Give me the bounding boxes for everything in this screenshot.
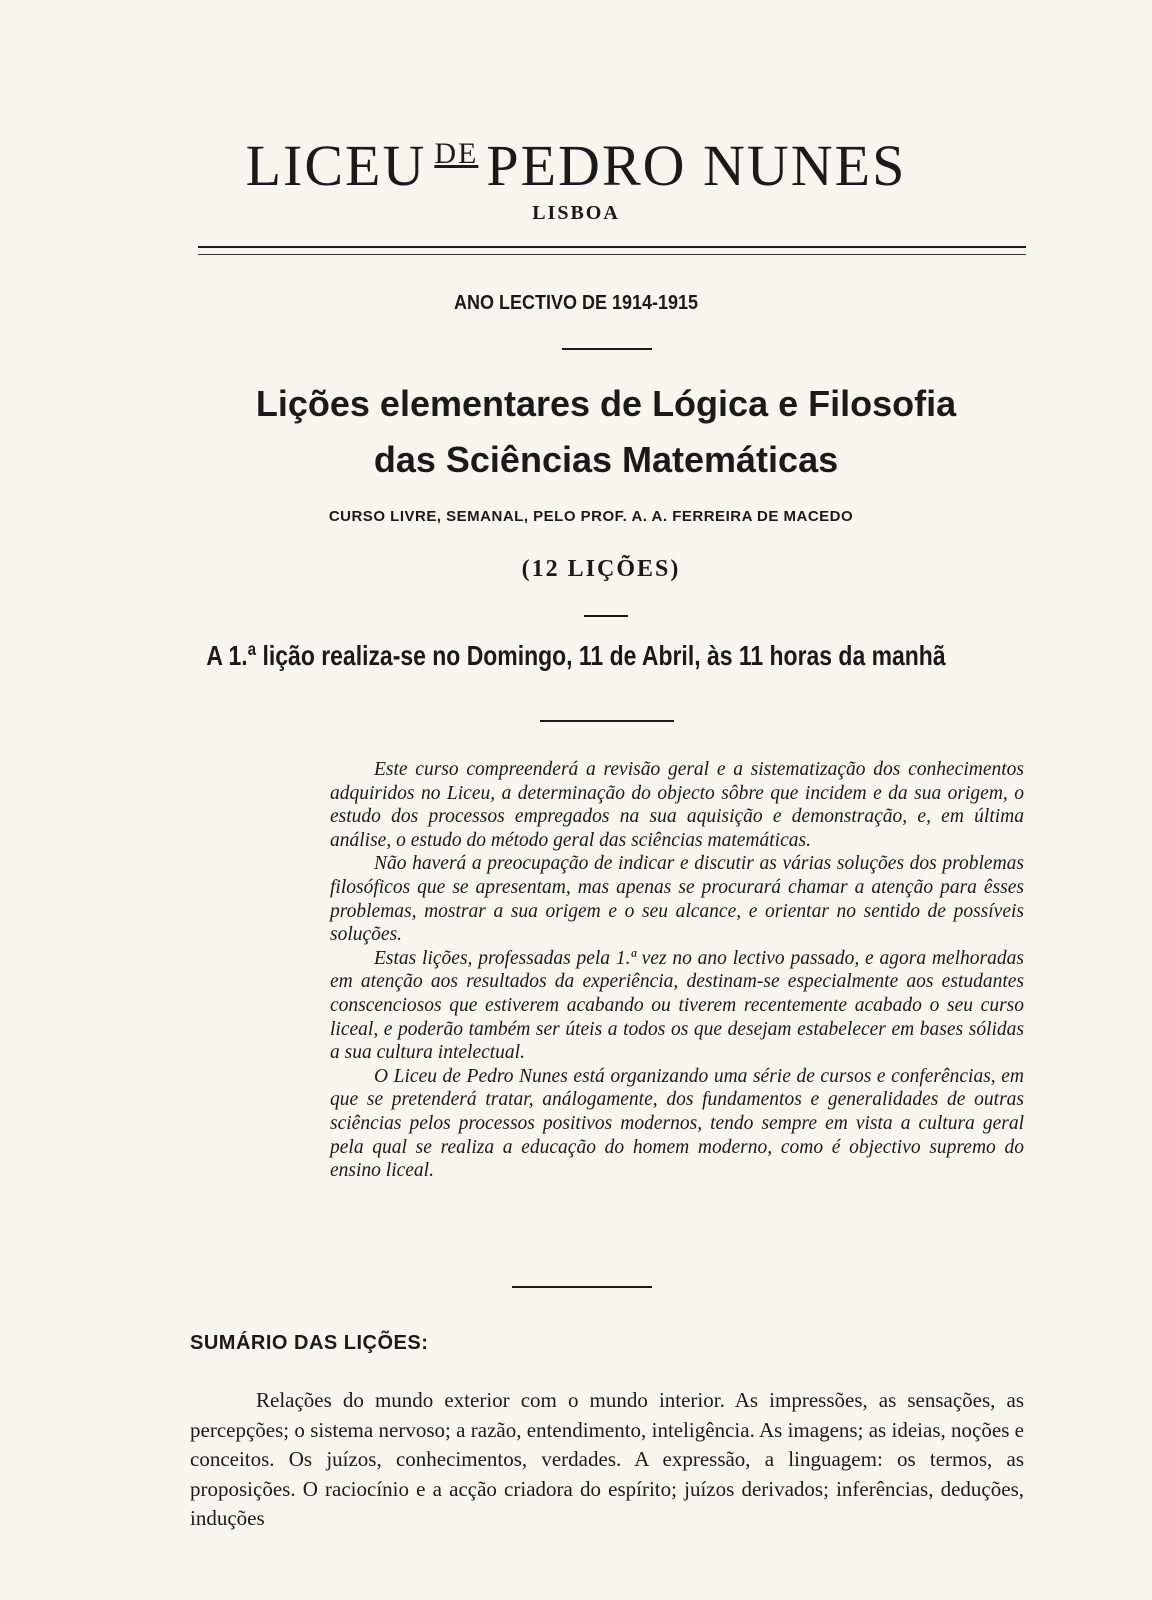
summary-paragraph: Relações do mundo exterior com o mundo interior. As impressões, as sensações, as percepções; o sistema nervoso; a razão, entendimento, inteligência. As imagens; as ideias, noções e conceitos. Os juízos, conhecimentos, verdades. A expressão, a linguagem: os termos, as proposições. O raciocínio e a acção criadora do espírito; juízos derivados; inferências, deduções, induções	[190, 1388, 1024, 1530]
divider-rule	[584, 615, 628, 617]
title-part-name: PEDRO NUNES	[486, 133, 907, 198]
course-title	[0, 376, 1152, 488]
intro-paragraph: Estas lições, professadas pela 1.ª vez no ano lectivo passado, e agora melhoradas em atenção aos resultados da experiência, destinam-se especialmente aos estudantes conscenciosos que estiverem acabando ou tiverem recentemente acabado o seu curso liceal, e poderão também ser úteis a todos os que desejam estabelecer em bases sólidas a sua cultura intelectual.	[330, 947, 1024, 1064]
course-title-line1: Lições elementares de Lógica e Filosofia	[255, 383, 957, 424]
header-double-rule	[198, 246, 1026, 255]
intro-paragraph: O Liceu de Pedro Nunes está organizando uma série de cursos e conferências, em que se pretenderá tratar, análogamente, dos fundamentos e generalidades de outras sciências pelos processos positivos modernos, tendo sempre em vista a cultura geral pela qual se realiza a educação do homem moderno, como é objectivo supremo do ensino liceal.	[330, 1065, 1024, 1182]
academic-year: ANO LECTIVO DE 1914-1915	[453, 292, 699, 314]
first-lesson-announcement: A 1.ª lição realiza-se no Domingo, 11 de Abril, às 11 horas da manhã	[206, 640, 946, 671]
summary-heading: SUMÁRIO DAS LIÇÕES:	[190, 1332, 429, 1354]
summary-text	[190, 1386, 1024, 1534]
divider-rule	[512, 1286, 652, 1288]
intro-text	[330, 758, 1024, 1183]
course-title-line2: das Sciências Matemáticas	[373, 439, 839, 480]
lessons-count: (12 LIÇÕES)	[521, 556, 681, 582]
divider-rule	[540, 720, 674, 722]
city-label: LISBOA	[532, 202, 620, 224]
intro-paragraph: Não haverá a preocupação de indicar e discutir as várias soluções dos problemas filosóficos que se apresentam, mas apenas se procurará chamar a atenção para êsses problemas, mostrar a sua origem e o seu alcance, e orientar no sentido de possíveis soluções.	[330, 853, 1024, 946]
title-part-liceu: LICEU	[245, 133, 427, 198]
divider-rule	[562, 348, 652, 350]
course-subtitle: CURSO LIVRE, SEMANAL, PELO PROF. A. A. FERREIRA DE MACEDO	[328, 508, 854, 525]
title-part-de: DE	[434, 137, 479, 170]
institution-title	[0, 132, 1152, 199]
intro-paragraph: Este curso compreenderá a revisão geral e a sistematização dos conhecimentos adquiridos no Liceu, a determinação do objecto sôbre que incidem e da sua origem, o estudo dos processos empregados na sua aquisição e demonstração, e, em última análise, o estudo do método geral das sciências matemáticas.	[330, 759, 1024, 851]
